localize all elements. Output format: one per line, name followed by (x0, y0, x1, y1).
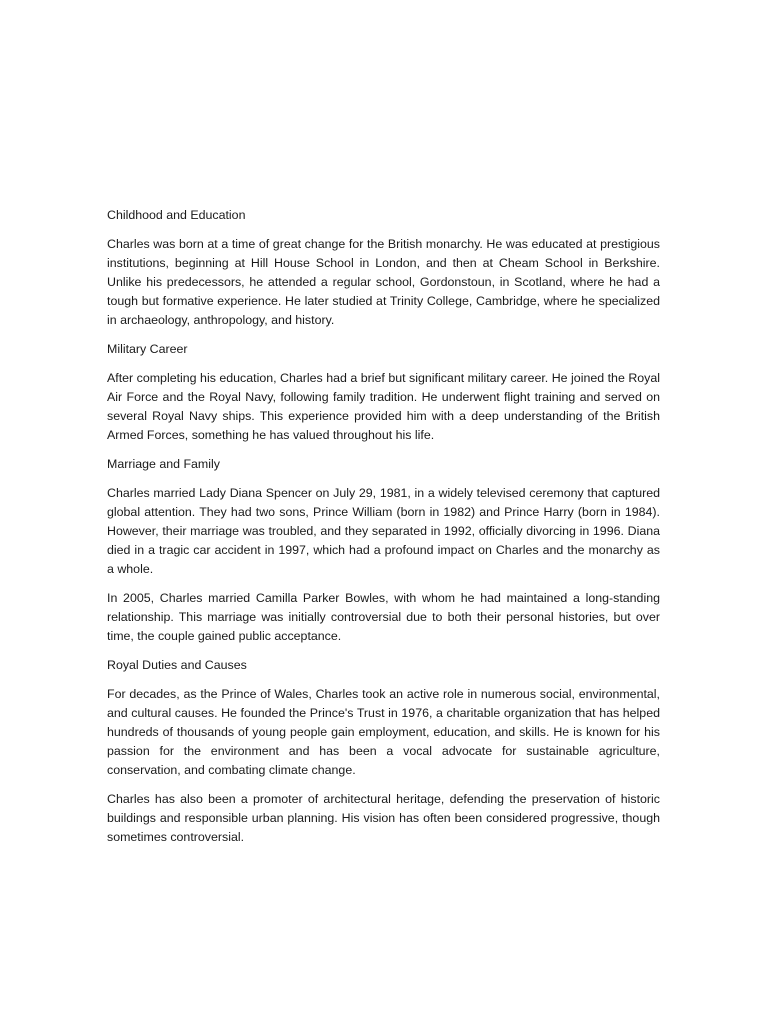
section-heading: Childhood and Education (107, 208, 246, 222)
section-marriage-family (107, 455, 660, 646)
section-paragraph: In 2005, Charles married Camilla Parker Bowles, with whom he had maintained a long-standing relationship. This marriage was initially controversial due to both their personal histories, but over time, the couple gained public acceptance. (107, 591, 660, 643)
section-paragraph: Charles married Lady Diana Spencer on July 29, 1981, in a widely televised ceremony that captured global attention. They had two sons, Prince William (born in 1982) and Prince Harry (born in 1984). However, their marriage was troubled, and they separated in 1992, officially divorcing in 1996. Diana died in a tragic car accident in 1997, which had a profound impact on Charles and the monarchy as a whole. (107, 486, 660, 576)
section-heading: Marriage and Family (107, 457, 220, 471)
document-page (107, 206, 660, 857)
section-military-career (107, 340, 660, 445)
section-paragraph: Charles was born at a time of great change for the British monarchy. He was educated at prestigious institutions, beginning at Hill House School in London, and then at Cheam School in Berkshire. Unlike his predecessors, he attended a regular school, Gordonstoun, in Scotland, where he had a tough but formative experience. He later studied at Trinity College, Cambridge, where he specialized in archaeology, anthropology, and history. (107, 237, 660, 327)
section-paragraph: Charles has also been a promoter of architectural heritage, defending the preservation of historic buildings and responsible urban planning. His vision has often been considered progressive, though sometimes controversial. (107, 792, 660, 844)
section-royal-duties (107, 656, 660, 847)
section-childhood-education (107, 206, 660, 330)
section-paragraph: For decades, as the Prince of Wales, Charles took an active role in numerous social, environmental, and cultural causes. He founded the Prince's Trust in 1976, a charitable organization that has helped hundreds of thousands of young people gain employment, education, and skills. He is known for his passion for the environment and has been a vocal advocate for sustainable agriculture, conservation, and combating climate change. (107, 687, 660, 777)
section-heading: Military Career (107, 342, 188, 356)
section-heading: Royal Duties and Causes (107, 658, 247, 672)
section-paragraph: After completing his education, Charles had a brief but significant military career. He joined the Royal Air Force and the Royal Navy, following family tradition. He underwent flight training and served on several Royal Navy ships. This experience provided him with a deep understanding of the British Armed Forces, something he has valued throughout his life. (107, 371, 660, 442)
